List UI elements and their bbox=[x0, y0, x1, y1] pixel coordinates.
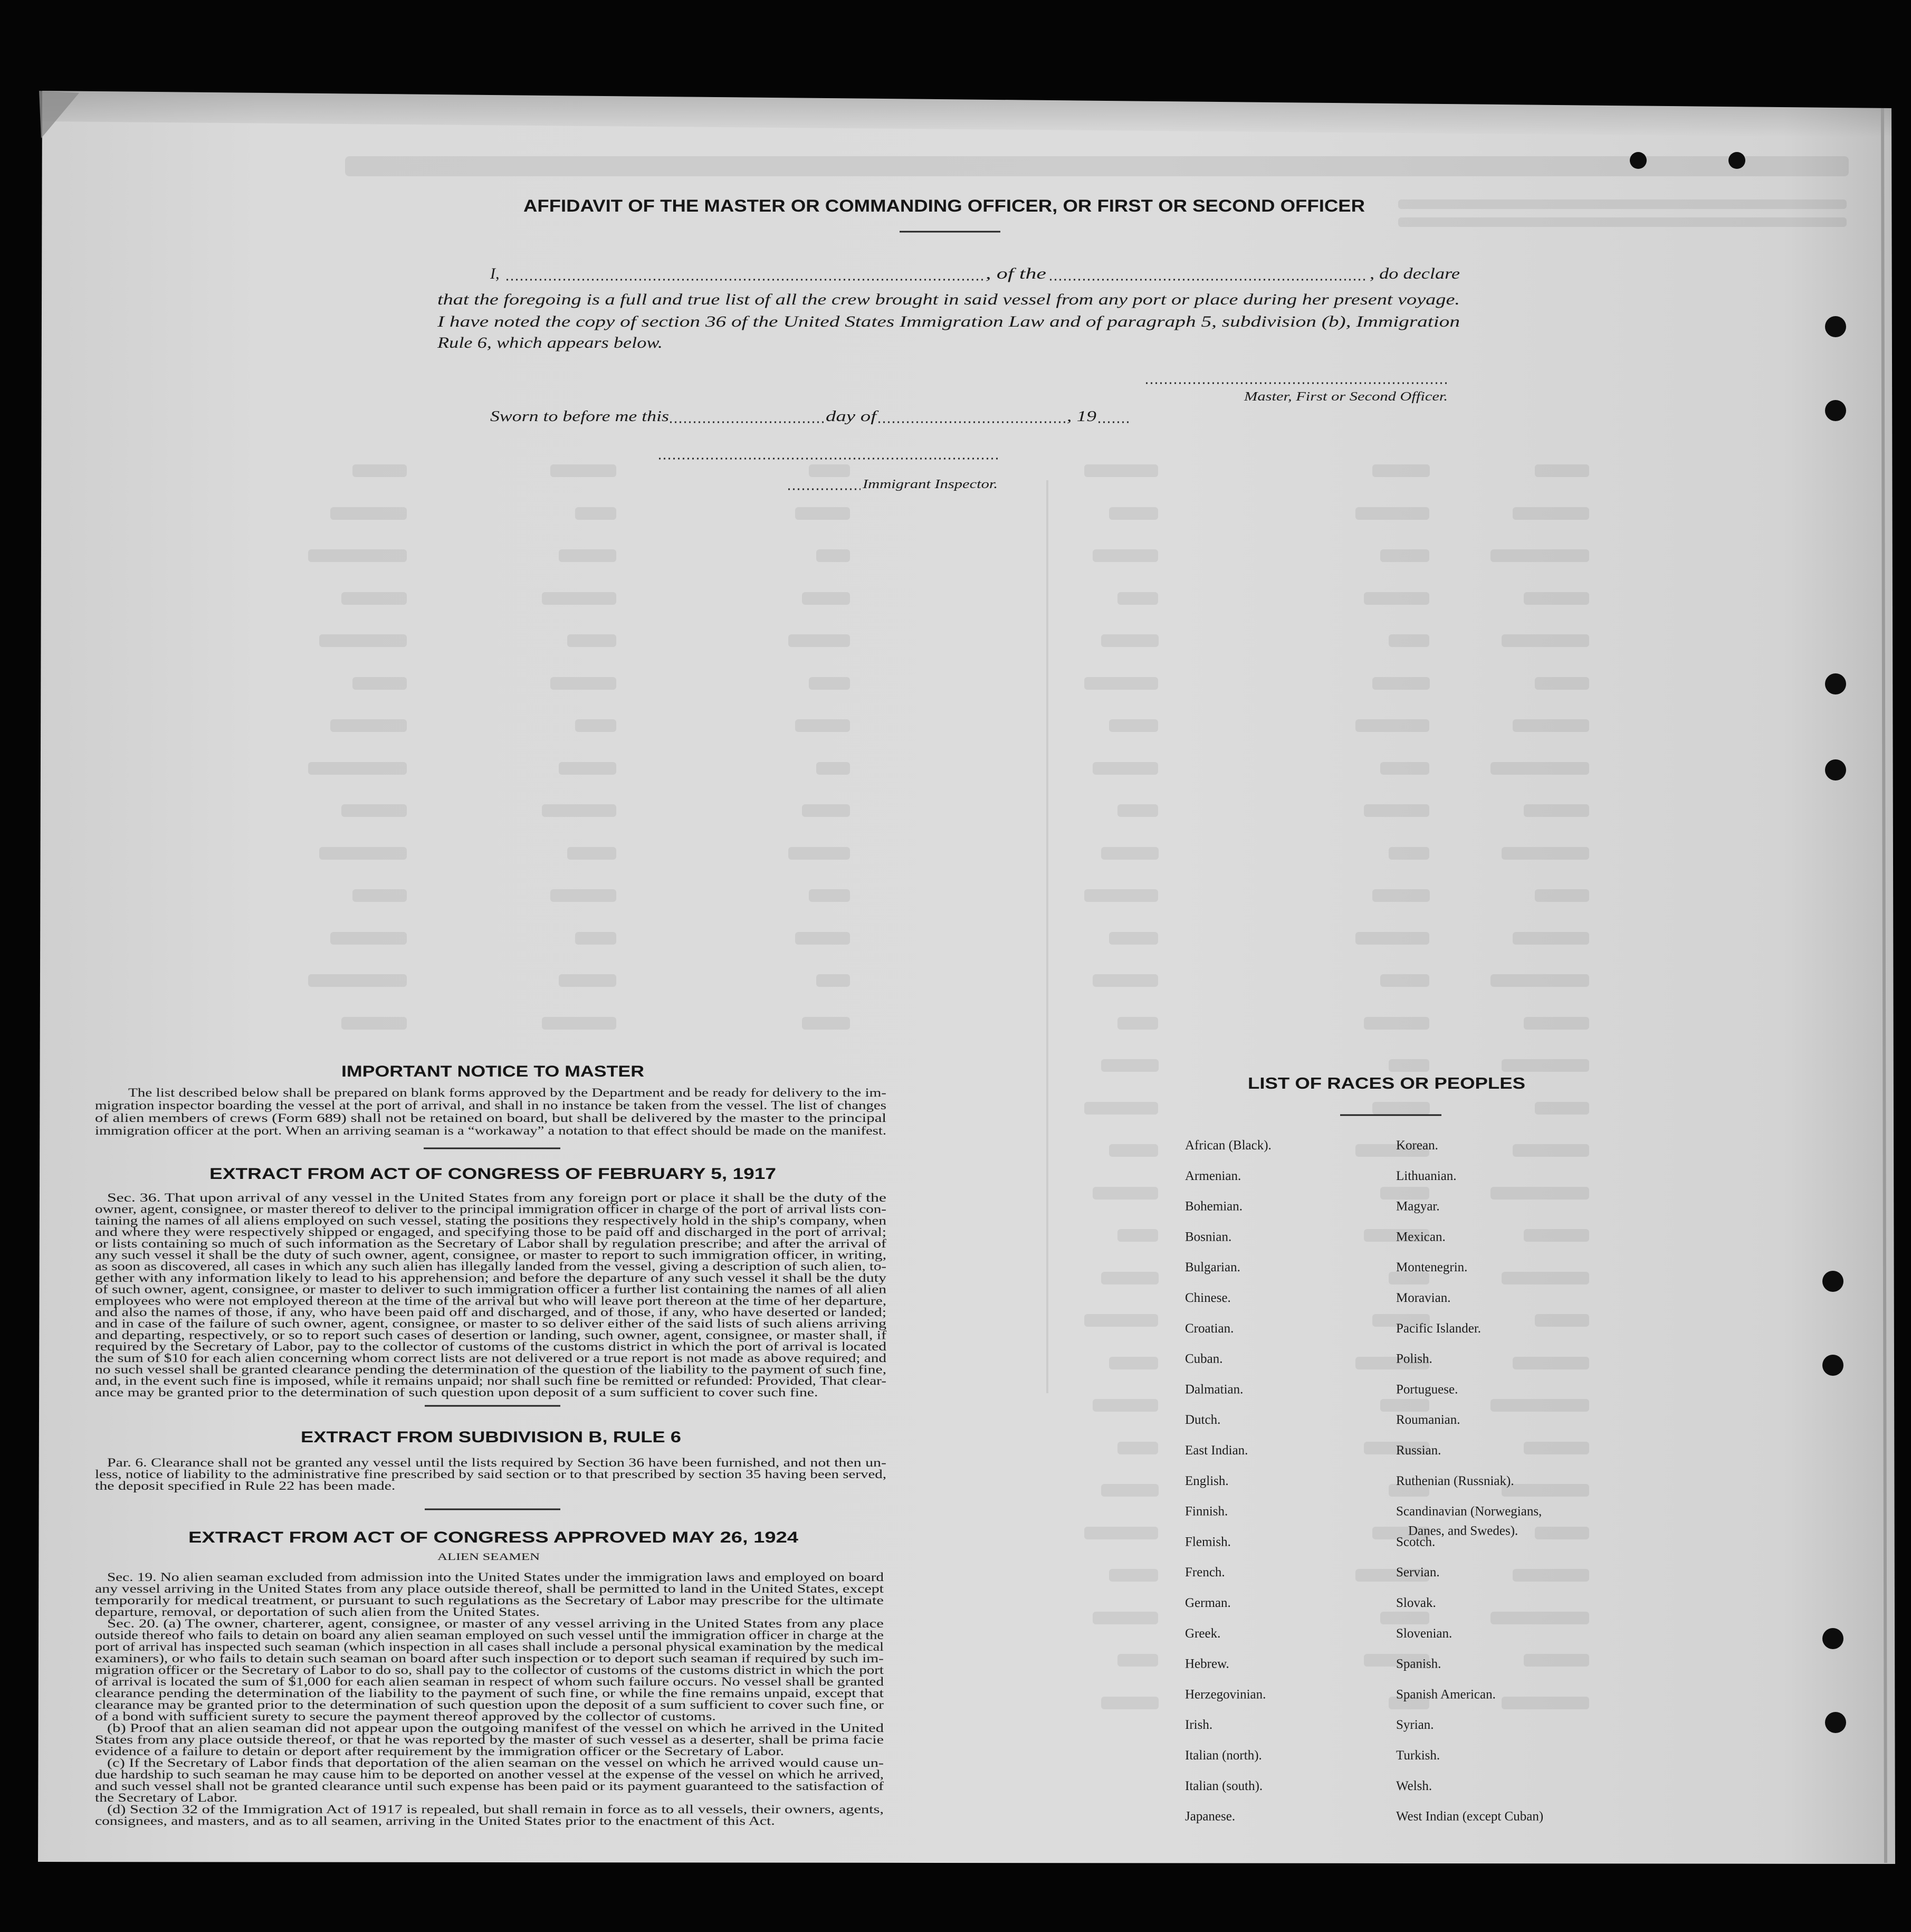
act-1924-line: outside thereof who fails to detain on board any alien seaman employed on such vessel until the immigration officer in charge at the bbox=[95, 1629, 884, 1642]
declaration-suffix: , do declare bbox=[1370, 265, 1460, 282]
bleed-through-mark bbox=[788, 634, 850, 647]
race-item: Armenian. bbox=[1185, 1168, 1241, 1183]
bleed-through-mark bbox=[816, 762, 850, 775]
notice-line: of alien members of crews (Form 689) shall not be retained on board, but shall be delivered by the master to the principal bbox=[95, 1111, 886, 1125]
affidavit-body-line: I have noted the copy of section 36 of the United States Immigration Law and of paragraph 5, subdivision (b), Immigration bbox=[436, 313, 1460, 330]
bleed-through-mark bbox=[1502, 1484, 1589, 1497]
bleed-through-mark bbox=[1372, 677, 1430, 690]
bleed-through-mark bbox=[352, 889, 407, 902]
bleed-through-mark bbox=[1084, 677, 1158, 690]
inspector-label: Immigrant Inspector. bbox=[862, 478, 998, 491]
bleed-through-mark bbox=[1524, 1017, 1589, 1030]
bleed-through-mark bbox=[1502, 1059, 1589, 1072]
bleed-through-mark bbox=[1524, 1442, 1589, 1454]
bleed-through-mark bbox=[1372, 889, 1430, 902]
act-1917-line: Sec. 36. That upon arrival of any vessel in the United States from any foreign port or place it shall be the duty of the bbox=[107, 1191, 886, 1204]
act-1924-line: due hardship to such seaman he may cause him to be deported on another vessel at the expense of the vessel on which he arrived, bbox=[95, 1768, 884, 1781]
bleed-through-mark bbox=[1524, 1654, 1589, 1667]
bleed-through-mark bbox=[308, 974, 407, 987]
bleed-through-mark bbox=[802, 1017, 850, 1030]
sworn-year: , 19 bbox=[1067, 408, 1096, 425]
bleed-through-mark bbox=[1084, 464, 1158, 477]
affidavit-body-line: Rule 6, which appears below. bbox=[436, 334, 663, 351]
act-1917-section bbox=[95, 1165, 887, 1399]
race-item: Moravian. bbox=[1396, 1291, 1451, 1305]
bleed-through-mark bbox=[1524, 592, 1589, 605]
race-item: Syrian. bbox=[1396, 1718, 1434, 1733]
act-1924-line: and such vessel shall not be granted clearance until such expense has been paid or its payment guaranteed to the satisfaction of bbox=[95, 1779, 884, 1793]
bleed-through-mark bbox=[1502, 1272, 1589, 1284]
bleed-through-mark bbox=[1380, 1187, 1429, 1200]
bleed-through-mark bbox=[1372, 1102, 1430, 1115]
bleed-through-mark bbox=[341, 804, 407, 817]
bleed-through-mark bbox=[1535, 889, 1589, 902]
bleed-through-mark bbox=[345, 156, 1849, 176]
declaration-prefix: I, bbox=[490, 265, 500, 282]
act-1924-line: temporarily for medical treatment, or pursuant to such regulations as the Secretary of Labor may prescribe for the ultimate bbox=[95, 1594, 884, 1607]
bleed-through-mark bbox=[1084, 1102, 1158, 1115]
bleed-through-mark bbox=[1502, 634, 1589, 647]
bleed-through-mark bbox=[1093, 549, 1158, 562]
punch-hole bbox=[1630, 152, 1647, 169]
act-1924-line: of arrival is located the sum of $1,000 for each alien seaman in respect of whom such failure occurs. No vessel shall be granted bbox=[95, 1675, 884, 1688]
bleed-through-mark bbox=[575, 932, 616, 945]
bleed-through-mark bbox=[352, 464, 407, 477]
bleed-through-mark bbox=[1355, 719, 1429, 732]
bleed-through-mark bbox=[559, 974, 616, 987]
bleed-through-mark bbox=[1502, 1697, 1589, 1709]
bleed-through-mark bbox=[1093, 762, 1158, 775]
bleed-through-mark bbox=[550, 889, 616, 902]
race-item: Croatian. bbox=[1185, 1321, 1234, 1336]
race-item: Greek. bbox=[1185, 1626, 1221, 1641]
bleed-through-mark bbox=[1093, 1187, 1158, 1200]
punch-hole bbox=[1728, 152, 1745, 169]
race-item: Dutch. bbox=[1185, 1413, 1221, 1427]
race-item: Roumanian. bbox=[1396, 1413, 1460, 1427]
act-1917-line: any such vessel it shall be the duty of such owner, agent, consignee, or master to report to such immigration officer, in writing, bbox=[95, 1248, 886, 1262]
race-item: Italian (south). bbox=[1185, 1778, 1263, 1793]
punch-hole bbox=[1822, 1271, 1843, 1292]
bleed-through-mark bbox=[816, 549, 850, 562]
notice-heading: IMPORTANT NOTICE TO MASTER bbox=[341, 1063, 645, 1080]
bleed-through-mark bbox=[308, 762, 407, 775]
race-item: Pacific Islander. bbox=[1396, 1321, 1482, 1336]
bleed-through-mark bbox=[1513, 1569, 1589, 1582]
race-item: Russian. bbox=[1396, 1443, 1441, 1458]
act-1924-line: (b) Proof that an alien seaman did not appear upon the outgoing manifest of the vessel on which he arrived in the United bbox=[107, 1721, 884, 1735]
race-item: Spanish American. bbox=[1396, 1687, 1496, 1702]
act-1924-line: of a bond with sufficient surety to secure the payment thereof approved by the collector of customs. bbox=[95, 1710, 716, 1723]
bleed-through-mark bbox=[1084, 889, 1158, 902]
act-1917-line: of such owner, agent, consignee, or master to deliver to such immigration officer a further list containing the names of all alien bbox=[95, 1282, 887, 1296]
race-item: Irish. bbox=[1185, 1718, 1213, 1733]
bleed-through-mark bbox=[795, 719, 850, 732]
race-item: Scandinavian (Norwegians, bbox=[1396, 1504, 1542, 1519]
bleed-through-mark bbox=[330, 932, 407, 945]
bleed-through-mark bbox=[1101, 1484, 1159, 1497]
bleed-through-mark bbox=[1535, 1102, 1589, 1115]
race-item: Bulgarian. bbox=[1185, 1260, 1240, 1275]
punch-hole bbox=[1822, 1628, 1843, 1649]
notice-line: immigration officer at the port. When an arriving seaman is a “workaway” a notation to that effect should be made on the manifest. bbox=[95, 1124, 886, 1137]
bleed-through-mark bbox=[1380, 1612, 1429, 1624]
bleed-through-mark bbox=[330, 719, 407, 732]
bleed-through-mark bbox=[1093, 1399, 1158, 1412]
bleed-through-mark bbox=[1372, 464, 1430, 477]
race-item: West Indian (except Cuban) bbox=[1396, 1809, 1544, 1824]
punch-hole bbox=[1822, 1355, 1843, 1376]
bleed-through-mark bbox=[352, 677, 407, 690]
act-1917-line: required by the Secretary of Labor, pay to the collector of customs of the customs district in which the port of arrival is located bbox=[95, 1340, 887, 1354]
race-item: Scotch. bbox=[1396, 1535, 1436, 1549]
bleed-through-mark bbox=[1524, 804, 1589, 817]
bleed-through-mark bbox=[1502, 847, 1589, 860]
bleed-through-mark bbox=[567, 847, 616, 860]
bleed-through-mark bbox=[1490, 974, 1589, 987]
bleed-through-mark bbox=[802, 592, 850, 605]
act-1924-line: (d) Section 32 of the Immigration Act of 1917 is repealed, but shall remain in force as to all vessels, their owners, agents, bbox=[107, 1803, 884, 1816]
punch-hole bbox=[1825, 759, 1846, 781]
bleed-through-mark bbox=[1490, 1612, 1589, 1624]
races-heading: LIST OF RACES OR PEOPLES bbox=[1248, 1074, 1525, 1092]
bleed-through-mark bbox=[341, 592, 407, 605]
race-item: Japanese. bbox=[1185, 1809, 1236, 1824]
bleed-through-mark bbox=[1084, 1527, 1158, 1539]
act-1924-line: any vessel arriving in the United States from any place outside thereof, shall be permitted to land in the United States, except bbox=[95, 1582, 884, 1595]
bleed-through-mark bbox=[1380, 974, 1429, 987]
act-1924-line: departure, removal, or deportation of such alien from the United States. bbox=[95, 1605, 540, 1619]
bleed-through-mark bbox=[1101, 1697, 1159, 1709]
bleed-through-mark bbox=[1490, 762, 1589, 775]
bleed-through-mark bbox=[1535, 1527, 1589, 1539]
bleed-through-mark bbox=[809, 464, 850, 477]
race-item: Ruthenian (Russniak). bbox=[1396, 1473, 1514, 1488]
act-1924-line: clearance may be granted prior to the determination of such question upon the deposit of a sum sufficient to cover such fine, or bbox=[95, 1698, 884, 1711]
act-1917-line: ance may be granted prior to the determination of such question upon deposit of a sum sufficient to cover such fine. bbox=[95, 1385, 818, 1399]
bleed-through-mark bbox=[795, 932, 850, 945]
rule-6-line: Par. 6. Clearance shall not be granted any vessel until the lists required by Section 36 have been furnished, and not then un- bbox=[107, 1456, 886, 1469]
bleed-through-mark bbox=[1109, 719, 1158, 732]
bleed-through-mark bbox=[1513, 719, 1589, 732]
bleed-through-mark bbox=[319, 847, 407, 860]
bleed-through-mark bbox=[1355, 507, 1429, 520]
bleed-through-mark bbox=[802, 804, 850, 817]
act-1917-line: and also the names of those, if any, who have been paid off and discharged, and of those, if any, who have deserted or landed; bbox=[95, 1306, 886, 1319]
officer-signature-label: Master, First or Second Officer. bbox=[1243, 390, 1448, 404]
race-item: Herzegovinian. bbox=[1185, 1687, 1266, 1702]
bleed-through-mark bbox=[1101, 634, 1159, 647]
bleed-through-mark bbox=[1490, 1187, 1589, 1200]
race-item: English. bbox=[1185, 1473, 1229, 1488]
race-item: Welsh. bbox=[1396, 1778, 1432, 1793]
race-item: Polish. bbox=[1396, 1352, 1432, 1366]
bleed-through-mark bbox=[575, 507, 616, 520]
race-item: Servian. bbox=[1396, 1565, 1440, 1580]
act-1917-line: as soon as discovered, all cases in which any such alien has illegally landed from the vessel, giving a description of such alien, to- bbox=[95, 1260, 886, 1273]
race-item: Chinese. bbox=[1185, 1291, 1231, 1305]
bleed-through-mark bbox=[1364, 804, 1429, 817]
act-1924-line: port of arrival has inspected such seaman (which inspection in all cases shall include a personal physical examination by the medical bbox=[95, 1640, 884, 1653]
bleed-through-mark bbox=[1109, 932, 1158, 945]
race-item: Montenegrin. bbox=[1396, 1260, 1468, 1275]
sworn-day-of: day of bbox=[826, 408, 879, 425]
bleed-through-mark bbox=[542, 592, 616, 605]
bleed-through-mark bbox=[1364, 1017, 1429, 1030]
bleed-through-mark bbox=[319, 634, 407, 647]
bleed-through-mark bbox=[1117, 804, 1158, 817]
bleed-through-mark bbox=[1389, 847, 1429, 860]
bleed-through-mark bbox=[575, 719, 616, 732]
act-1917-heading: EXTRACT FROM ACT OF CONGRESS OF FEBRUARY 5, 1917 bbox=[209, 1165, 776, 1183]
bleed-through-mark bbox=[1524, 1229, 1589, 1242]
act-1924-line: examiners), or who fails to detain such seaman on board after such inspection or to deport such seaman if required by such im- bbox=[95, 1652, 884, 1665]
race-item: East Indian. bbox=[1185, 1443, 1248, 1458]
race-item: Danes, and Swedes). bbox=[1408, 1524, 1518, 1538]
act-1924-line: States from any place outside thereof, or that he was reported by the master of such vessel as a deserter, shall be prima facie bbox=[95, 1733, 884, 1746]
act-1917-line: and where they were respectively shipped or engaged, and specifying those to be paid off and discharged in the port of arrival; bbox=[95, 1225, 886, 1239]
bleed-through-mark bbox=[1117, 592, 1158, 605]
race-item: Italian (north). bbox=[1185, 1748, 1262, 1763]
bleed-through-mark bbox=[1535, 464, 1589, 477]
bleed-through-mark bbox=[1389, 1059, 1429, 1072]
bleed-through-mark bbox=[1093, 1612, 1158, 1624]
act-1917-line: and departing, respectively, or so to report such cases of desertion or landing, such owner, agent, consignee, or master shall, if bbox=[95, 1328, 887, 1342]
punch-hole bbox=[1825, 400, 1846, 421]
race-item: Bohemian. bbox=[1185, 1199, 1243, 1214]
bleed-through-mark bbox=[567, 634, 616, 647]
act-1924-line: the Secretary of Labor. bbox=[95, 1791, 238, 1804]
race-item: Slovenian. bbox=[1396, 1626, 1453, 1641]
bleed-through-mark bbox=[550, 464, 616, 477]
act-1924-subheading: ALIEN SEAMEN bbox=[437, 1552, 540, 1563]
bleed-through-mark bbox=[559, 549, 616, 562]
bleed-through-mark bbox=[1398, 199, 1847, 209]
race-item: Cuban. bbox=[1185, 1352, 1223, 1366]
race-item: Slovak. bbox=[1396, 1596, 1436, 1610]
bleed-through-mark bbox=[809, 677, 850, 690]
bleed-through-mark bbox=[1364, 592, 1429, 605]
bleed-through-mark bbox=[788, 847, 850, 860]
race-item: Mexican. bbox=[1396, 1230, 1446, 1244]
notice-line: migration inspector boarding the vessel at the port of arrival, and shall in no instance be taken from the vessel. The list of changes bbox=[95, 1099, 887, 1112]
bleed-through-mark bbox=[1101, 847, 1159, 860]
bleed-through-mark bbox=[1398, 217, 1847, 227]
declaration-of-the: , of the bbox=[986, 265, 1046, 282]
notice-line: The list described below shall be prepared on blank forms approved by the Department and be ready for delivery to the im- bbox=[128, 1086, 886, 1099]
act-1917-line: taining the names of all aliens employed on such vessel, stating the positions they respectively hold in the ship's company, when bbox=[95, 1214, 887, 1227]
act-1917-line: no such vessel shall be granted clearance pending the determination of the question of the liability to the payment of such fine, bbox=[95, 1363, 886, 1376]
act-1924-line: clearance pending the determination of the liability to the payment of such fine, or while the fine remains unpaid, except that bbox=[95, 1687, 884, 1700]
race-item: German. bbox=[1185, 1596, 1231, 1610]
act-1924-section bbox=[95, 1529, 884, 1828]
race-item: Korean. bbox=[1396, 1138, 1438, 1153]
act-1917-line: and, in the event such fine is imposed, while it remains unpaid; nor shall such fine be remitted or refunded: Provided, That clear- bbox=[95, 1374, 886, 1388]
affidavit-body-line: that the foregoing is a full and true list of all the crew brought in said vessel from any port or place during her present voyage. bbox=[437, 291, 1460, 308]
bleed-through-mark bbox=[542, 1017, 616, 1030]
act-1924-line: Sec. 20. (a) The owner, charterer, agent, consignee, or master of any vessel arriving in the United States from any place bbox=[107, 1617, 884, 1630]
race-item: Hebrew. bbox=[1185, 1657, 1229, 1671]
act-1917-line: employees who were not employed thereon at the time of the arrival but who will leave port thereon at the time of her departure, bbox=[95, 1294, 886, 1308]
bleed-through-mark bbox=[559, 762, 616, 775]
punch-hole bbox=[1825, 316, 1846, 337]
race-item: Finnish. bbox=[1185, 1504, 1228, 1519]
act-1924-line: migration officer or the Secretary of Labor to do so, shall pay to the collector of customs of the customs district in which the port bbox=[95, 1663, 884, 1677]
bleed-through-mark bbox=[809, 889, 850, 902]
act-1924-line: evidence of a failure to detain or deport after requirement by the immigration officer or the Secretary of Labor. bbox=[95, 1745, 784, 1758]
punch-hole bbox=[1825, 1712, 1846, 1733]
act-1924-heading: EXTRACT FROM ACT OF CONGRESS APPROVED MAY 26, 1924 bbox=[188, 1529, 799, 1546]
rule-6-line: the deposit specified in Rule 22 has been made. bbox=[95, 1479, 396, 1492]
bleed-through-mark bbox=[1101, 1272, 1159, 1284]
act-1917-line: owner, agent, consignee, or master thereof to deliver to the principal immigration officer in charge of the port of arrival lists con- bbox=[95, 1202, 886, 1216]
rule-6-line: less, notice of liability to the administrative fine prescribed by said section or to that prescribed by section 35 having been served, bbox=[95, 1468, 886, 1481]
act-1924-line: (c) If the Secretary of Labor finds that deportation of the alien seaman on the vessel on which he arrived would cause un- bbox=[107, 1756, 884, 1769]
race-item: Lithuanian. bbox=[1396, 1168, 1457, 1183]
bleed-through-mark bbox=[1117, 1229, 1158, 1242]
bleed-through-mark bbox=[1084, 1314, 1158, 1327]
bleed-through-mark bbox=[1380, 549, 1429, 562]
act-1917-line: the sum of $10 for each alien concerning whom correct lists are not delivered or a true report is not made as above required; and bbox=[95, 1351, 887, 1365]
bleed-through-mark bbox=[1101, 1059, 1159, 1072]
bleed-through-mark bbox=[1117, 1654, 1158, 1667]
rule-6-heading: EXTRACT FROM SUBDIVISION B, RULE 6 bbox=[301, 1429, 681, 1446]
bleed-through-mark bbox=[308, 549, 407, 562]
bleed-through-mark bbox=[1513, 1144, 1589, 1157]
bleed-through-mark bbox=[1513, 507, 1589, 520]
bleed-through-mark bbox=[1109, 1569, 1158, 1582]
bleed-through-mark bbox=[1490, 549, 1589, 562]
act-1917-line: or lists containing so much of such information as the Secretary of Labor shall by regulation prescribe; and after the arrival of bbox=[95, 1236, 887, 1250]
race-item: Spanish. bbox=[1396, 1657, 1441, 1671]
bleed-through-mark bbox=[1109, 1144, 1158, 1157]
act-1924-line: Sec. 19. No alien seaman excluded from admission into the United States under the immigration laws and employed on board bbox=[107, 1571, 884, 1584]
bleed-through-mark bbox=[1355, 932, 1429, 945]
race-item: Portuguese. bbox=[1396, 1382, 1458, 1397]
race-item: French. bbox=[1185, 1565, 1225, 1580]
bleed-through-mark bbox=[1117, 1442, 1158, 1454]
bleed-through-mark bbox=[1513, 1357, 1589, 1369]
race-item: Flemish. bbox=[1185, 1535, 1231, 1549]
bleed-through-mark bbox=[1389, 634, 1429, 647]
bleed-through-mark bbox=[330, 507, 407, 520]
bleed-through-mark bbox=[795, 507, 850, 520]
affidavit-title: AFFIDAVIT OF THE MASTER OR COMMANDING OFFICER, OR FIRST OR SECOND OFFICER bbox=[523, 196, 1365, 215]
bleed-through-mark bbox=[1117, 1017, 1158, 1030]
bleed-through-mark bbox=[1535, 1314, 1589, 1327]
bleed-through-mark bbox=[1513, 932, 1589, 945]
bleed-through-mark bbox=[341, 1017, 407, 1030]
bleed-through-mark bbox=[816, 974, 850, 987]
bleed-through-mark bbox=[1535, 677, 1589, 690]
bleed-through-mark bbox=[1380, 1399, 1429, 1412]
bleed-through-mark bbox=[542, 804, 616, 817]
act-1924-line: consignees, and masters, and as to all seamen, arriving in the United States prior to the enactment of this Act. bbox=[95, 1814, 775, 1828]
race-item: Dalmatian. bbox=[1185, 1382, 1244, 1397]
bleed-through-mark bbox=[1380, 762, 1429, 775]
race-item: Turkish. bbox=[1396, 1748, 1440, 1763]
punch-hole bbox=[1825, 673, 1846, 694]
bleed-through-mark bbox=[1109, 1357, 1158, 1369]
act-1917-line: gether with any information likely to lead to his apprehension; and before the departure of any such vessel it shall be the duty bbox=[95, 1271, 887, 1284]
sworn-prefix: Sworn to before me this bbox=[490, 408, 670, 425]
bleed-through-mark bbox=[1109, 507, 1158, 520]
race-item: African (Black). bbox=[1185, 1138, 1272, 1153]
act-1917-line: and in case of the failure of such owner, agent, consignee, or master to so deliver either of the said lists of such aliens arriving bbox=[95, 1317, 887, 1330]
bleed-through-mark bbox=[1490, 1399, 1589, 1412]
race-item: Bosnian. bbox=[1185, 1230, 1232, 1244]
bleed-through-mark bbox=[1093, 974, 1158, 987]
bleed-through-mark bbox=[550, 677, 616, 690]
race-item: Magyar. bbox=[1396, 1199, 1440, 1214]
